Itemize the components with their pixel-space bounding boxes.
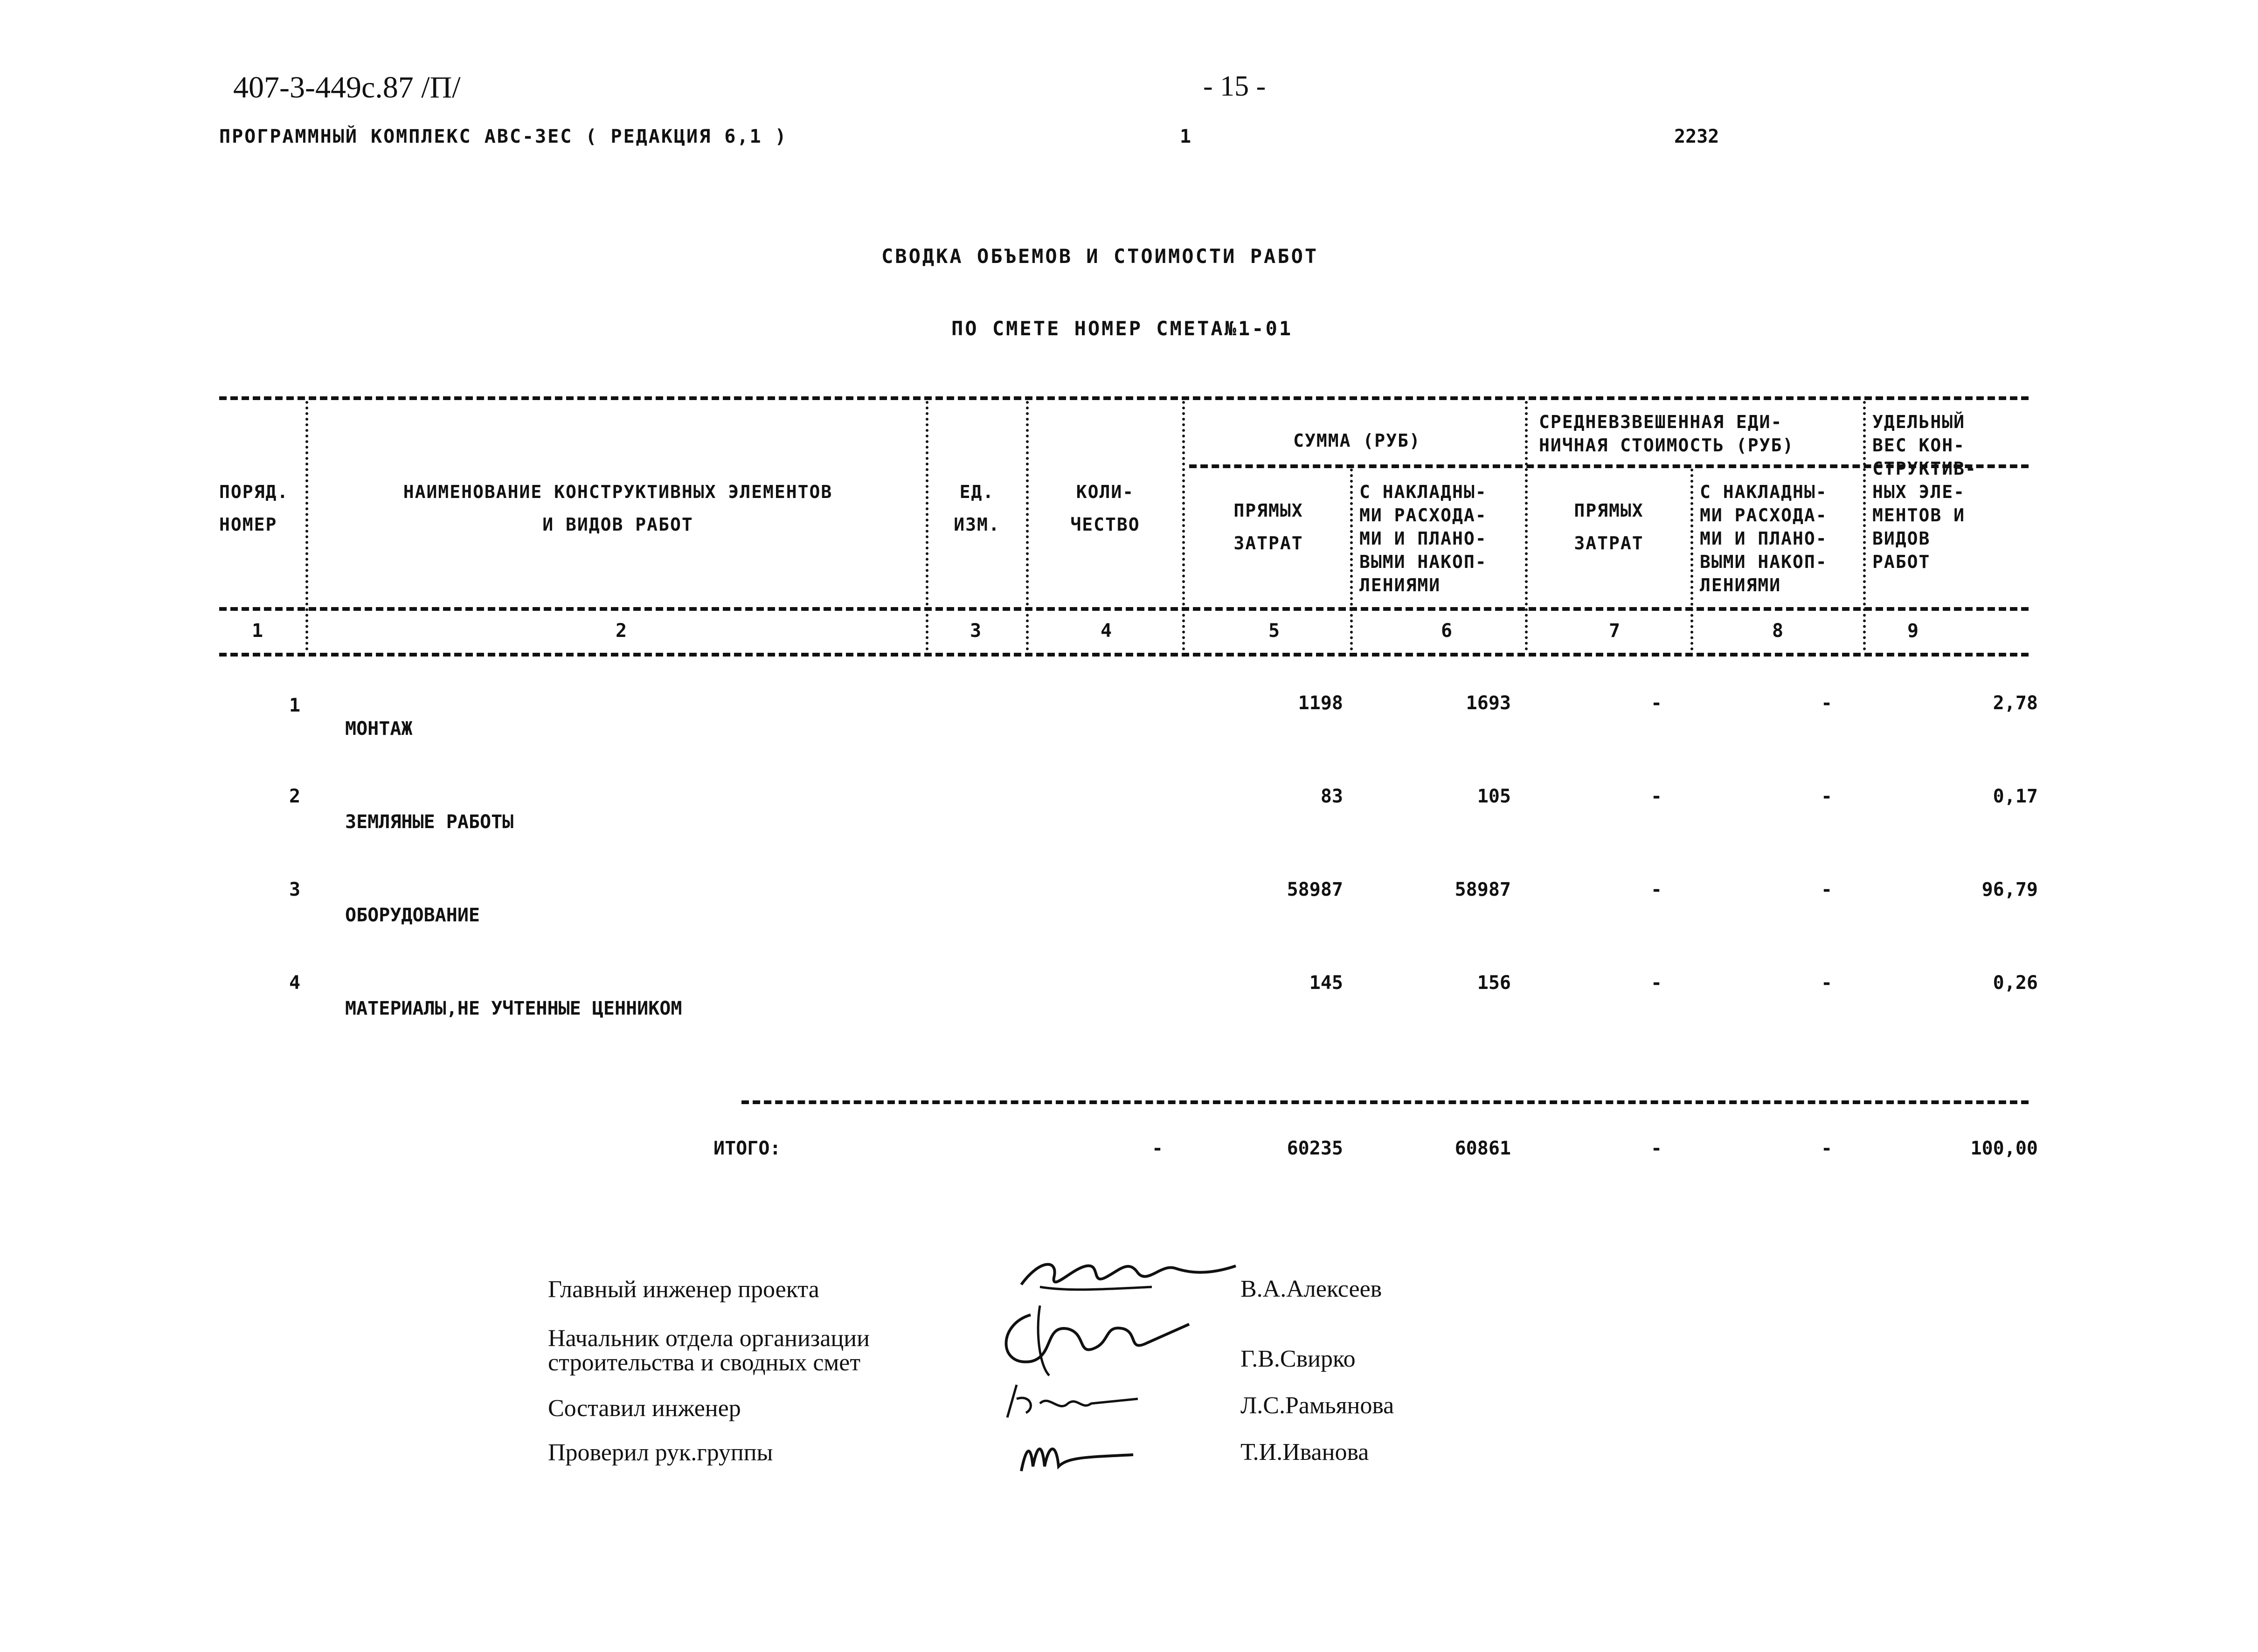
document-code: 407-3-449с.87 /П/ (233, 70, 461, 104)
colnum-3: 3 (970, 620, 982, 642)
sum-group-header: СУММА (РУБ) (1293, 430, 1421, 451)
sheet-number: 2232 (1674, 126, 1719, 147)
colnum-9: 9 (1907, 620, 1919, 642)
col-sep (926, 401, 928, 650)
row-overhead: 1693 (1466, 692, 1511, 714)
signature-name: В.А.Алексеев (1240, 1276, 1382, 1302)
signature-name: Г.В.Свирко (1240, 1346, 1356, 1372)
table-colnum-rule (219, 653, 2029, 657)
col3-header: ЕД. ИЗМ. (954, 482, 1000, 535)
program-line: ПРОГРАММНЫЙ КОМПЛЕКС АВС-3ЕС ( РЕДАКЦИЯ 6,1 ) (219, 126, 788, 147)
col7-header: ПРЯМЫХ ЗАТРАТ (1574, 500, 1644, 553)
signature-role: Главный инженер проекта (548, 1276, 819, 1303)
row-avg-overhead: - (1821, 786, 1833, 807)
report-title: СВОДКА ОБЪЕМОВ И СТОИМОСТИ РАБОТ (881, 245, 1319, 268)
col4-header: КОЛИ- ЧЕСТВО (1070, 482, 1140, 535)
row-number: 3 (289, 879, 301, 900)
row-direct: 145 (1309, 972, 1343, 994)
row-weight: 96,79 (1981, 879, 2038, 900)
row-avg-overhead: - (1821, 879, 1833, 900)
totals-qty: - (1152, 1138, 1164, 1159)
totals-avg-overhead: - (1821, 1138, 1833, 1159)
row-direct: 1198 (1298, 692, 1343, 714)
colnum-1: 1 (252, 620, 263, 642)
row-name: ОБОРУДОВАНИЕ (345, 905, 480, 926)
row-name: ЗЕМЛЯНЫЕ РАБОТЫ (345, 811, 514, 833)
col6-header: С НАКЛАДНЫ- МИ РАСХОДА- МИ И ПЛАНО- ВЫМИ НАКОП- ЛЕНИЯМИ (1359, 482, 1487, 595)
colnum-8: 8 (1772, 620, 1784, 642)
col9-header: УДЕЛЬНЫЙ ВЕС КОН- СТРУКТИВ- НЫХ ЭЛЕ- МЕНТОВ И ВИДОВ РАБОТ (1872, 412, 1977, 572)
totals-rule (741, 1100, 2029, 1104)
colnum-6: 6 (1441, 620, 1453, 642)
totals-overhead: 60861 (1455, 1138, 1511, 1159)
signature-scribble (998, 1376, 1147, 1427)
table-top-rule (219, 396, 2029, 400)
signature-role: Составил инженер (548, 1395, 741, 1422)
signature-scribble (1012, 1429, 1143, 1480)
table-header-rule (219, 607, 2029, 611)
totals-weight: 100,00 (1970, 1138, 2038, 1159)
row-avg-overhead: - (1821, 692, 1833, 714)
colnum-7: 7 (1609, 620, 1621, 642)
signature-role: Начальник отдела организации строительства и сводных смет (548, 1325, 870, 1376)
totals-label: ИТОГО: (713, 1138, 781, 1159)
row-weight: 2,78 (1993, 692, 2038, 714)
row-name: МАТЕРИАЛЫ,НЕ УЧТЕННЫЕ ЦЕННИКОМ (345, 998, 682, 1019)
col8-header: С НАКЛАДНЫ- МИ РАСХОДА- МИ И ПЛАНО- ВЫМИ НАКОП- ЛЕНИЯМИ (1700, 482, 1828, 595)
row-weight: 0,26 (1993, 972, 2038, 994)
col1-header: ПОРЯД. НОМЕР (219, 482, 289, 535)
signature-scribble (989, 1296, 1198, 1380)
colnum-2: 2 (616, 620, 627, 642)
col2-header: НАИМЕНОВАНИЕ КОНСТРУКТИВНЫХ ЭЛЕМЕНТОВ И ВИДОВ РАБОТ (403, 482, 833, 535)
row-avg-direct: - (1651, 972, 1662, 994)
colnum-4: 4 (1101, 620, 1112, 642)
totals-avg-direct: - (1651, 1138, 1662, 1159)
col-sep (1863, 401, 1866, 650)
row-avg-direct: - (1651, 786, 1662, 807)
col-sep (1525, 401, 1528, 650)
col-sep (1182, 401, 1185, 650)
col-sep (305, 401, 308, 650)
signature-name: Л.С.Рамьянова (1240, 1392, 1394, 1419)
signature-name: Т.И.Иванова (1240, 1439, 1369, 1465)
row-overhead: 156 (1477, 972, 1511, 994)
signature-role: Проверил рук.группы (548, 1439, 773, 1466)
program-number: 1 (1180, 126, 1191, 147)
row-number: 4 (289, 972, 301, 994)
col-sep (1690, 469, 1693, 650)
col-sep (1350, 469, 1353, 650)
col5-header: ПРЯМЫХ ЗАТРАТ (1233, 500, 1303, 553)
col-sep (1026, 401, 1029, 650)
row-avg-direct: - (1651, 692, 1662, 714)
row-overhead: 58987 (1455, 879, 1511, 900)
row-direct: 83 (1320, 786, 1343, 807)
row-direct: 58987 (1287, 879, 1343, 900)
colnum-5: 5 (1268, 620, 1280, 642)
row-number: 1 (289, 695, 301, 716)
row-weight: 0,17 (1993, 786, 2038, 807)
row-number: 2 (289, 786, 301, 807)
row-avg-direct: - (1651, 879, 1662, 900)
row-avg-overhead: - (1821, 972, 1833, 994)
page-number: - 15 - (1203, 70, 1266, 102)
report-subtitle: ПО СМЕТЕ НОМЕР СМЕТА№1-01 (951, 317, 1293, 340)
avg-group-header: СРЕДНЕВЗВЕШЕННАЯ ЕДИ- НИЧНАЯ СТОИМОСТЬ (РУБ) (1539, 412, 1794, 456)
signature-scribble (1012, 1240, 1245, 1306)
row-overhead: 105 (1477, 786, 1511, 807)
row-name: МОНТАЖ (345, 718, 413, 740)
totals-direct: 60235 (1287, 1138, 1343, 1159)
